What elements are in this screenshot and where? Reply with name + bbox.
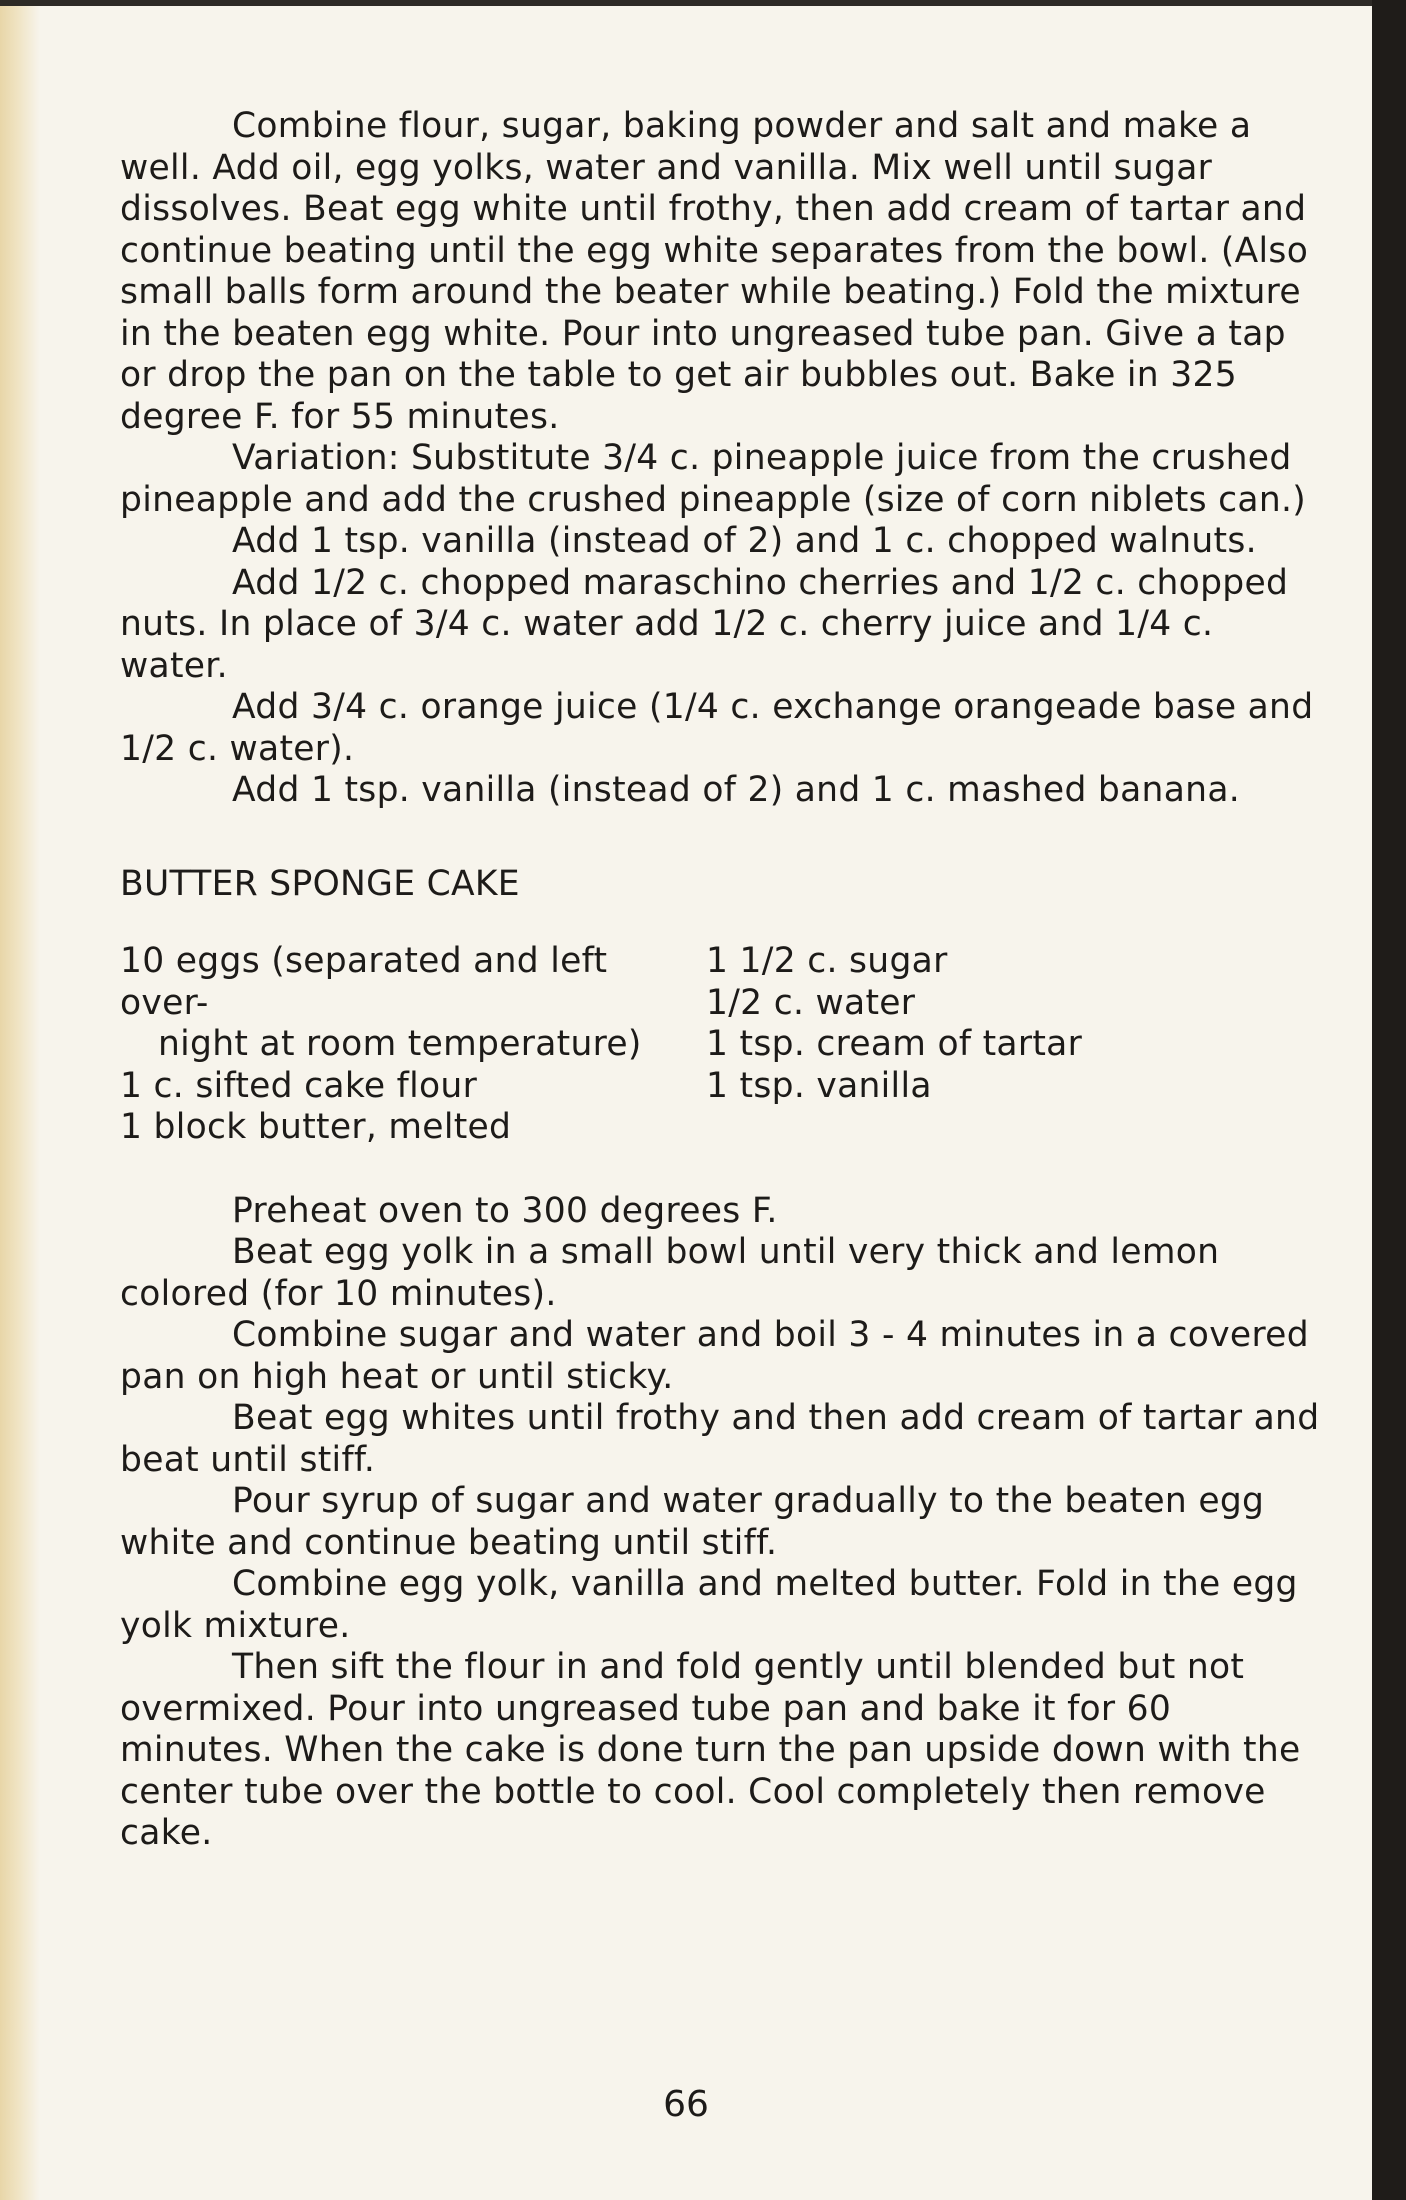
step-boil-syrup: Combine sugar and water and boil 3 - 4 minutes in a covered pan on high heat or until sticky. bbox=[120, 1315, 1309, 1397]
cherry-variation: Add 1/2 c. chopped maraschino cherries and 1/2 c. chopped nuts. In place of 3/4 c. water add 1/2 c. cherry juice and 1/4 c. water. bbox=[120, 562, 1289, 686]
recipe-title: BUTTER SPONGE CAKE bbox=[120, 863, 520, 904]
step-combine-yolk: Combine egg yolk, vanilla and melted butter. Fold in the egg yolk mixture. bbox=[120, 1564, 1298, 1646]
ingredient-item: 1 c. sifted cake flour bbox=[120, 1065, 478, 1106]
orange-variation: Add 3/4 c. orange juice (1/4 c. exchange orangeade base and 1/2 c. water). bbox=[120, 687, 1314, 769]
ingredient-item: 10 eggs (separated and left over- bbox=[120, 941, 608, 1023]
step-pour-syrup: Pour syrup of sugar and water gradually to the beaten egg white and continue beating until stiff. bbox=[120, 1481, 1265, 1563]
step-beat-yolk: Beat egg yolk in a small bowl until very thick and lemon colored (for 10 minutes). bbox=[120, 1232, 1220, 1314]
banana-variation: Add 1 tsp. vanilla (instead of 2) and 1 c. mashed banana. bbox=[232, 770, 1241, 810]
ingredient-item: 1 block butter, melted bbox=[120, 1107, 512, 1147]
variation-paragraph: Variation: Substitute 3/4 c. pineapple juice from the crushed pineapple and add the crushed pineapple (size of corn niblets can.) bbox=[120, 438, 1307, 520]
book-edge-background bbox=[1372, 0, 1406, 2200]
ingredient-item: 1 1/2 c. sugar bbox=[706, 941, 948, 981]
ingredients-list bbox=[120, 941, 1330, 1149]
recipe-instructions-paragraph: Combine flour, sugar, baking powder and salt and make a well. Add oil, egg yolks, water and vanilla. Mix well until sugar dissolves. Beat egg white until frothy, then add cream of tartar and continue beating until the egg white separates from the bowl. (Also small balls form around the beater while beating.) Fold the mixture in the beaten egg white. Pour into ungreased tube pan. Give a tap or drop the pan on the table to get air bubbles out. Bake in 325 degree F. for 55 minutes. bbox=[120, 106, 1309, 437]
step-beat-whites: Beat egg whites until frothy and then add cream of tartar and beat until stiff. bbox=[120, 1398, 1320, 1480]
ingredients-column-right bbox=[706, 941, 1206, 1149]
ingredient-item: 1/2 c. water bbox=[706, 982, 916, 1023]
ingredient-item: 1 tsp. vanilla bbox=[706, 1065, 932, 1106]
ingredient-item: night at room temperature) bbox=[158, 1024, 642, 1064]
ingredients-column-left bbox=[120, 941, 706, 1149]
page-gutter-shadow bbox=[0, 6, 40, 2200]
page-number: 66 bbox=[663, 2084, 709, 2125]
step-preheat: Preheat oven to 300 degrees F. bbox=[232, 1190, 778, 1231]
ingredient-item: 1 tsp. cream of tartar bbox=[706, 1024, 1083, 1064]
walnut-variation: Add 1 tsp. vanilla (instead of 2) and 1 c. chopped walnuts. bbox=[232, 521, 1257, 561]
page-text bbox=[120, 106, 1330, 1855]
step-sift-bake: Then sift the flour in and fold gently until blended but not overmixed. Pour into ungreased tube pan and bake it for 60 minutes. When the cake is done turn the pan upside down with the center tube over the bottle to cool. Cool completely then remove cake. bbox=[120, 1647, 1301, 1853]
